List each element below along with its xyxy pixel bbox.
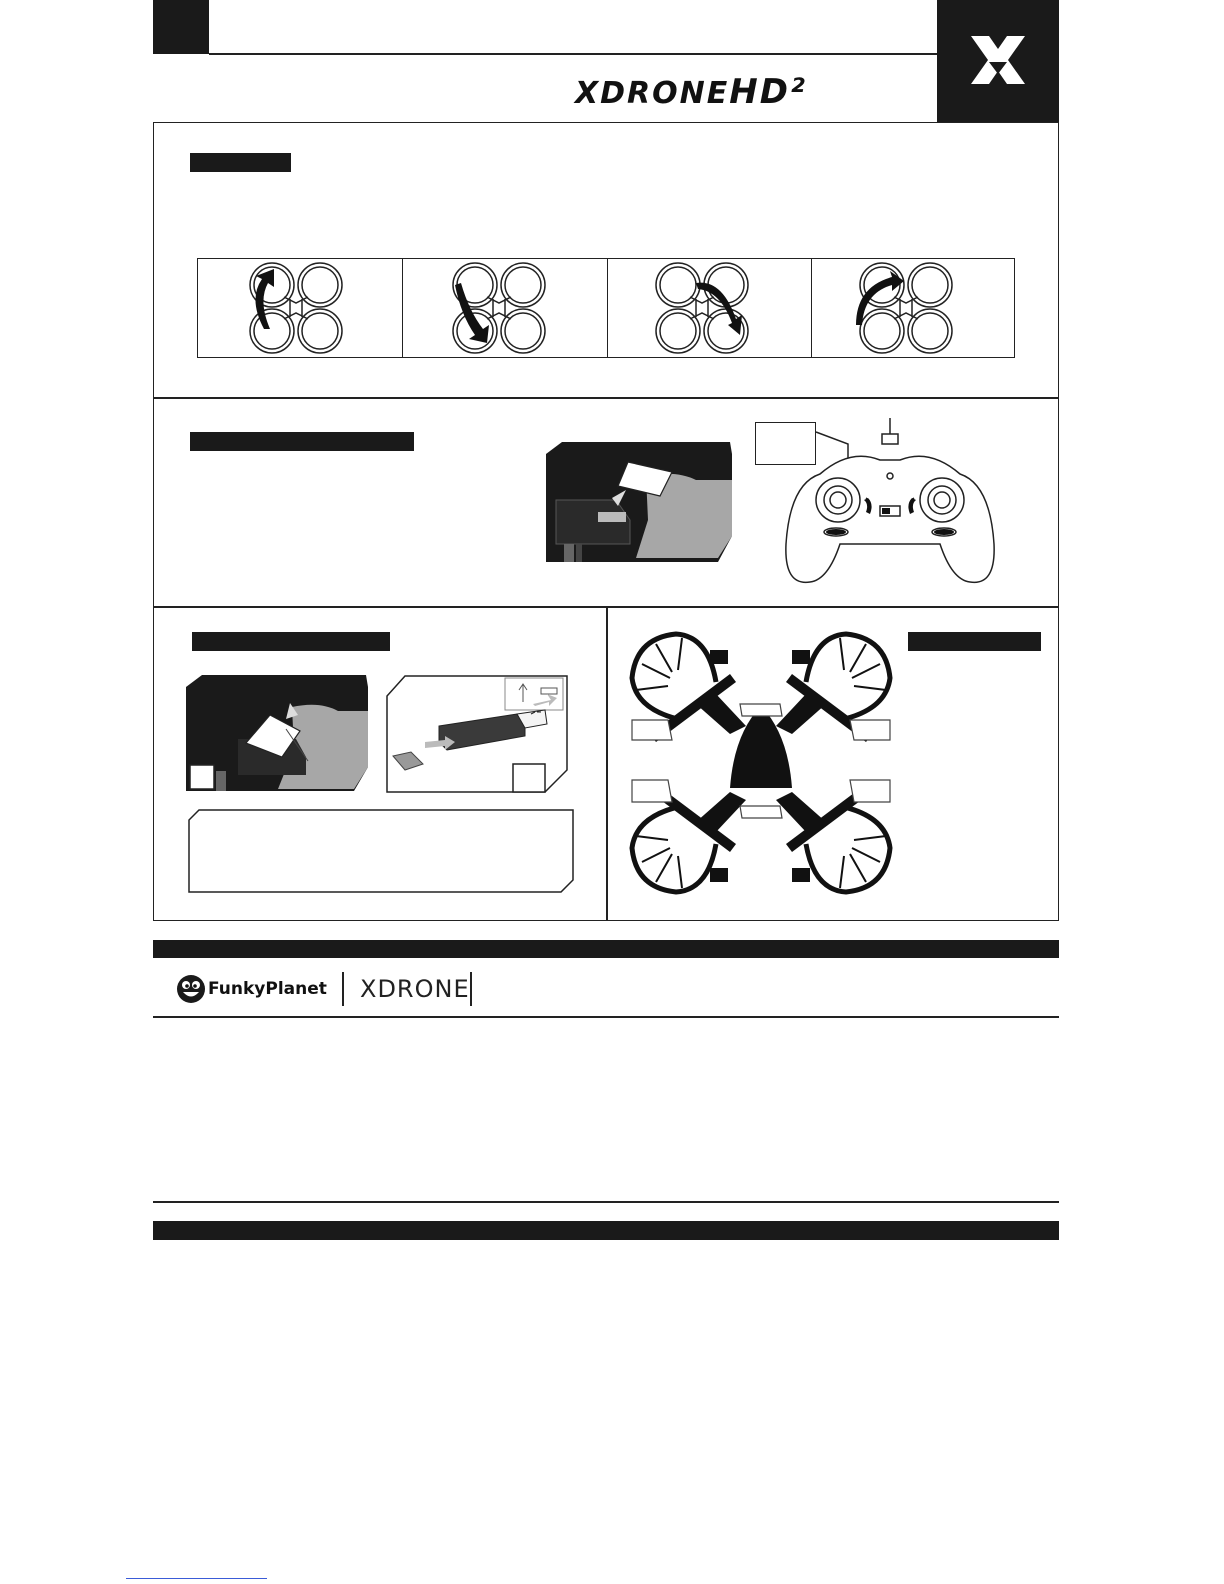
flip-left-icon [812,259,1016,356]
brand-separator-1 [342,972,344,1006]
funkyplanet-wordmark: FunkyPlanet [208,979,327,999]
sdcard-remove-illustration [186,673,369,793]
smiley-face-icon [176,974,206,1004]
controller-illustration [780,414,1010,589]
brand-funkyplanet [176,972,327,1006]
flip-cell-4 [812,259,1016,357]
flip-right-icon [608,259,812,356]
footer-band-1 [153,940,1059,958]
brand-separator-2 [470,972,472,1006]
usb-reader-illustration [385,674,569,794]
footer-rule-1 [153,1016,1059,1018]
section-label-flips [190,153,291,172]
divider-vertical [606,606,608,921]
flip-cell-3 [608,259,812,357]
product-title-model: HD² [729,72,807,112]
footer-rule-2 [153,1201,1059,1203]
header-rule [209,53,937,55]
header-tab-block [153,0,209,54]
product-title-main: XDRONE [575,76,730,111]
section-label-cardreader [192,632,390,651]
xdrone-wordmark: XDRONE [360,975,470,1003]
section-label-sdcard [190,432,414,451]
drone-topview-illustration [626,630,896,896]
flip-forward-icon [198,259,403,356]
note-callout-box [187,808,575,894]
bottom-link-underline[interactable] [126,1578,267,1579]
divider-1 [153,397,1059,399]
flip-cell-1 [198,259,403,357]
flip-back-icon [403,259,608,356]
product-title [575,72,807,112]
x-logo-icon [937,0,1059,122]
flip-cell-2 [403,259,608,357]
flip-strip [197,258,1015,358]
sdcard-insert-illustration [546,440,732,564]
brand-logo-block [937,0,1059,122]
footer-band-2 [153,1221,1059,1240]
section-label-parts [908,632,1041,651]
